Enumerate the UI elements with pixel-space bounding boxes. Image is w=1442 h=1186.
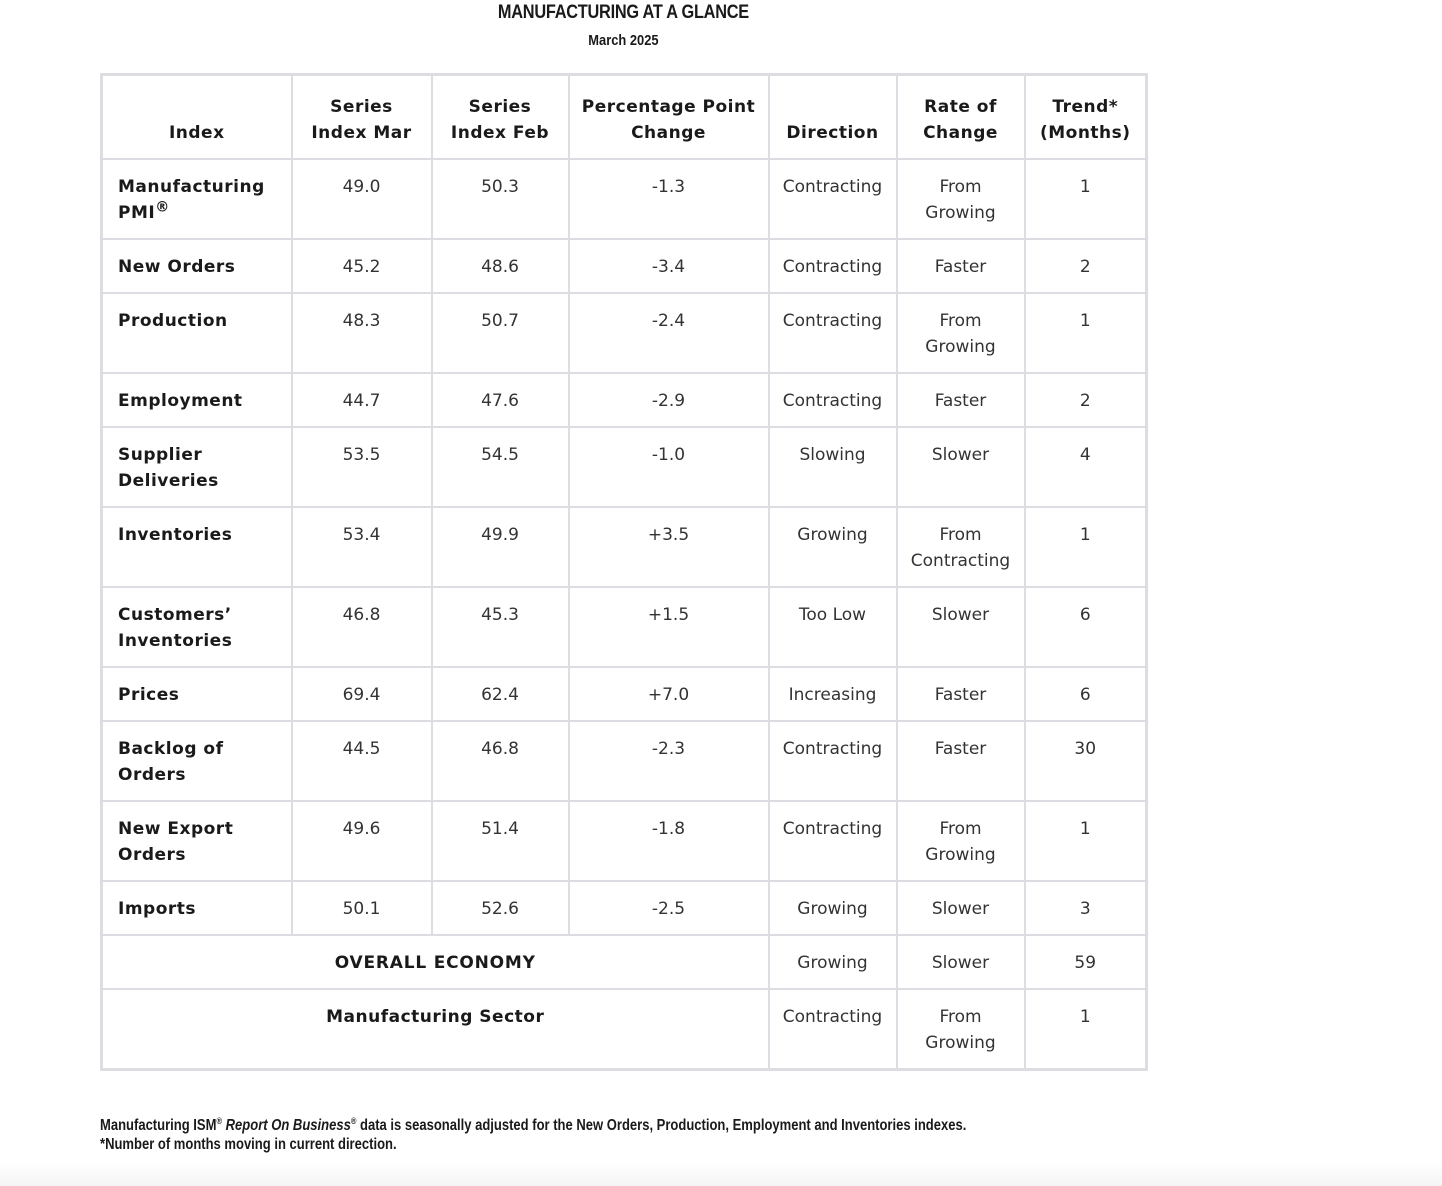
direction: Contracting <box>769 293 897 373</box>
series-index-feb: 45.3 <box>432 587 569 667</box>
series-index-mar: 53.5 <box>292 427 432 507</box>
series-index-mar: 49.0 <box>292 159 432 239</box>
trend-months: 1 <box>1025 159 1147 239</box>
trend-months: 3 <box>1025 881 1147 935</box>
table-row <box>102 507 1147 587</box>
column-header-percentage-point-change: Percentage Point Change <box>569 75 769 159</box>
summary-label: OVERALL ECONOMY <box>102 935 769 989</box>
direction: Contracting <box>769 373 897 427</box>
series-index-feb: 49.9 <box>432 507 569 587</box>
index-name: Backlog of Orders <box>102 721 292 801</box>
direction: Growing <box>769 935 897 989</box>
series-index-mar: 50.1 <box>292 881 432 935</box>
direction: Contracting <box>769 721 897 801</box>
table-row <box>102 293 1147 373</box>
series-index-feb: 62.4 <box>432 667 569 721</box>
direction: Growing <box>769 881 897 935</box>
manufacturing-at-a-glance-table <box>100 73 1148 1071</box>
series-index-mar: 45.2 <box>292 239 432 293</box>
percentage-point-change: -2.3 <box>569 721 769 801</box>
direction: Contracting <box>769 159 897 239</box>
index-name: Employment <box>102 373 292 427</box>
percentage-point-change: -1.0 <box>569 427 769 507</box>
direction: Contracting <box>769 989 897 1070</box>
trend-months: 1 <box>1025 989 1147 1070</box>
rate-of-change: Slower <box>897 881 1025 935</box>
percentage-point-change: -2.9 <box>569 373 769 427</box>
trend-months: 1 <box>1025 293 1147 373</box>
table-row <box>102 587 1147 667</box>
series-index-mar: 53.4 <box>292 507 432 587</box>
footnotes <box>100 1112 967 1154</box>
column-header-direction: Direction <box>769 75 897 159</box>
registered-mark: ® <box>350 1116 357 1126</box>
percentage-point-change: +3.5 <box>569 507 769 587</box>
table-row <box>102 427 1147 507</box>
column-header-rate-of-change: Rate of Change <box>897 75 1025 159</box>
index-name: Production <box>102 293 292 373</box>
summary-row-overall-economy <box>102 935 1147 989</box>
rate-of-change: Faster <box>897 667 1025 721</box>
index-name: Imports <box>102 881 292 935</box>
direction: Slowing <box>769 427 897 507</box>
page-bottom-edge <box>0 1162 1442 1186</box>
trend-months: 30 <box>1025 721 1147 801</box>
table-row <box>102 239 1147 293</box>
trend-months: 4 <box>1025 427 1147 507</box>
registered-mark: ® <box>216 1116 223 1126</box>
index-name: Customers’ Inventories <box>102 587 292 667</box>
rate-of-change: From Growing <box>897 989 1025 1070</box>
index-name: Supplier Deliveries <box>102 427 292 507</box>
registered-mark: ® <box>155 198 170 215</box>
page-subtitle: March 2025 <box>588 32 659 49</box>
table-row <box>102 159 1147 239</box>
series-index-mar: 44.7 <box>292 373 432 427</box>
trend-months: 59 <box>1025 935 1147 989</box>
index-name: New Export Orders <box>102 801 292 881</box>
percentage-point-change: -2.4 <box>569 293 769 373</box>
rate-of-change: Faster <box>897 239 1025 293</box>
column-header-index: Index <box>102 75 292 159</box>
series-index-mar: 49.6 <box>292 801 432 881</box>
footnote-seasonal-adjustment <box>100 1112 967 1135</box>
rate-of-change: From Growing <box>897 159 1025 239</box>
percentage-point-change: -1.8 <box>569 801 769 881</box>
direction: Increasing <box>769 667 897 721</box>
series-index-feb: 50.7 <box>432 293 569 373</box>
footnote-trend-definition: *Number of months moving in current direction. <box>100 1136 397 1154</box>
series-index-mar: 48.3 <box>292 293 432 373</box>
trend-months: 1 <box>1025 507 1147 587</box>
series-index-feb: 48.6 <box>432 239 569 293</box>
trend-months: 2 <box>1025 239 1147 293</box>
index-name: Prices <box>102 667 292 721</box>
direction: Growing <box>769 507 897 587</box>
percentage-point-change: -2.5 <box>569 881 769 935</box>
rate-of-change: From Growing <box>897 293 1025 373</box>
column-header-series-index-mar: Series Index Mar <box>292 75 432 159</box>
column-header-trend: Trend* (Months) <box>1025 75 1147 159</box>
table-row <box>102 373 1147 427</box>
series-index-feb: 54.5 <box>432 427 569 507</box>
series-index-feb: 52.6 <box>432 881 569 935</box>
series-index-mar: 44.5 <box>292 721 432 801</box>
index-name: New Orders <box>102 239 292 293</box>
summary-label: Manufacturing Sector <box>102 989 769 1070</box>
series-index-feb: 51.4 <box>432 801 569 881</box>
percentage-point-change: +1.5 <box>569 587 769 667</box>
table-row <box>102 667 1147 721</box>
rate-of-change: From Contracting <box>897 507 1025 587</box>
page-title: MANUFACTURING AT A GLANCE <box>497 2 749 23</box>
trend-months: 2 <box>1025 373 1147 427</box>
direction: Contracting <box>769 239 897 293</box>
trend-months: 1 <box>1025 801 1147 881</box>
footnote-text: Manufacturing ISM <box>100 1117 217 1135</box>
index-name: Inventories <box>102 507 292 587</box>
header-row <box>102 75 1147 159</box>
percentage-point-change: +7.0 <box>569 667 769 721</box>
footnote-text: data is seasonally adjusted for the New Orders, Production, Employment and Inventories indexes. <box>356 1117 967 1135</box>
trend-months: 6 <box>1025 587 1147 667</box>
index-name-text: Manufacturing PMI <box>118 176 265 223</box>
series-index-feb: 47.6 <box>432 373 569 427</box>
series-index-feb: 50.3 <box>432 159 569 239</box>
report-on-business-title: Report On Business <box>225 1117 351 1135</box>
rate-of-change: Slower <box>897 427 1025 507</box>
rate-of-change: Faster <box>897 721 1025 801</box>
series-index-mar: 46.8 <box>292 587 432 667</box>
table-row <box>102 881 1147 935</box>
direction: Contracting <box>769 801 897 881</box>
table-row <box>102 721 1147 801</box>
index-name <box>102 159 292 239</box>
rate-of-change: From Growing <box>897 801 1025 881</box>
trend-months: 6 <box>1025 667 1147 721</box>
percentage-point-change: -3.4 <box>569 239 769 293</box>
summary-row-manufacturing-sector <box>102 989 1147 1070</box>
rate-of-change: Slower <box>897 935 1025 989</box>
column-header-series-index-feb: Series Index Feb <box>432 75 569 159</box>
percentage-point-change: -1.3 <box>569 159 769 239</box>
series-index-feb: 46.8 <box>432 721 569 801</box>
direction: Too Low <box>769 587 897 667</box>
rate-of-change: Faster <box>897 373 1025 427</box>
series-index-mar: 69.4 <box>292 667 432 721</box>
table-row <box>102 801 1147 881</box>
rate-of-change: Slower <box>897 587 1025 667</box>
